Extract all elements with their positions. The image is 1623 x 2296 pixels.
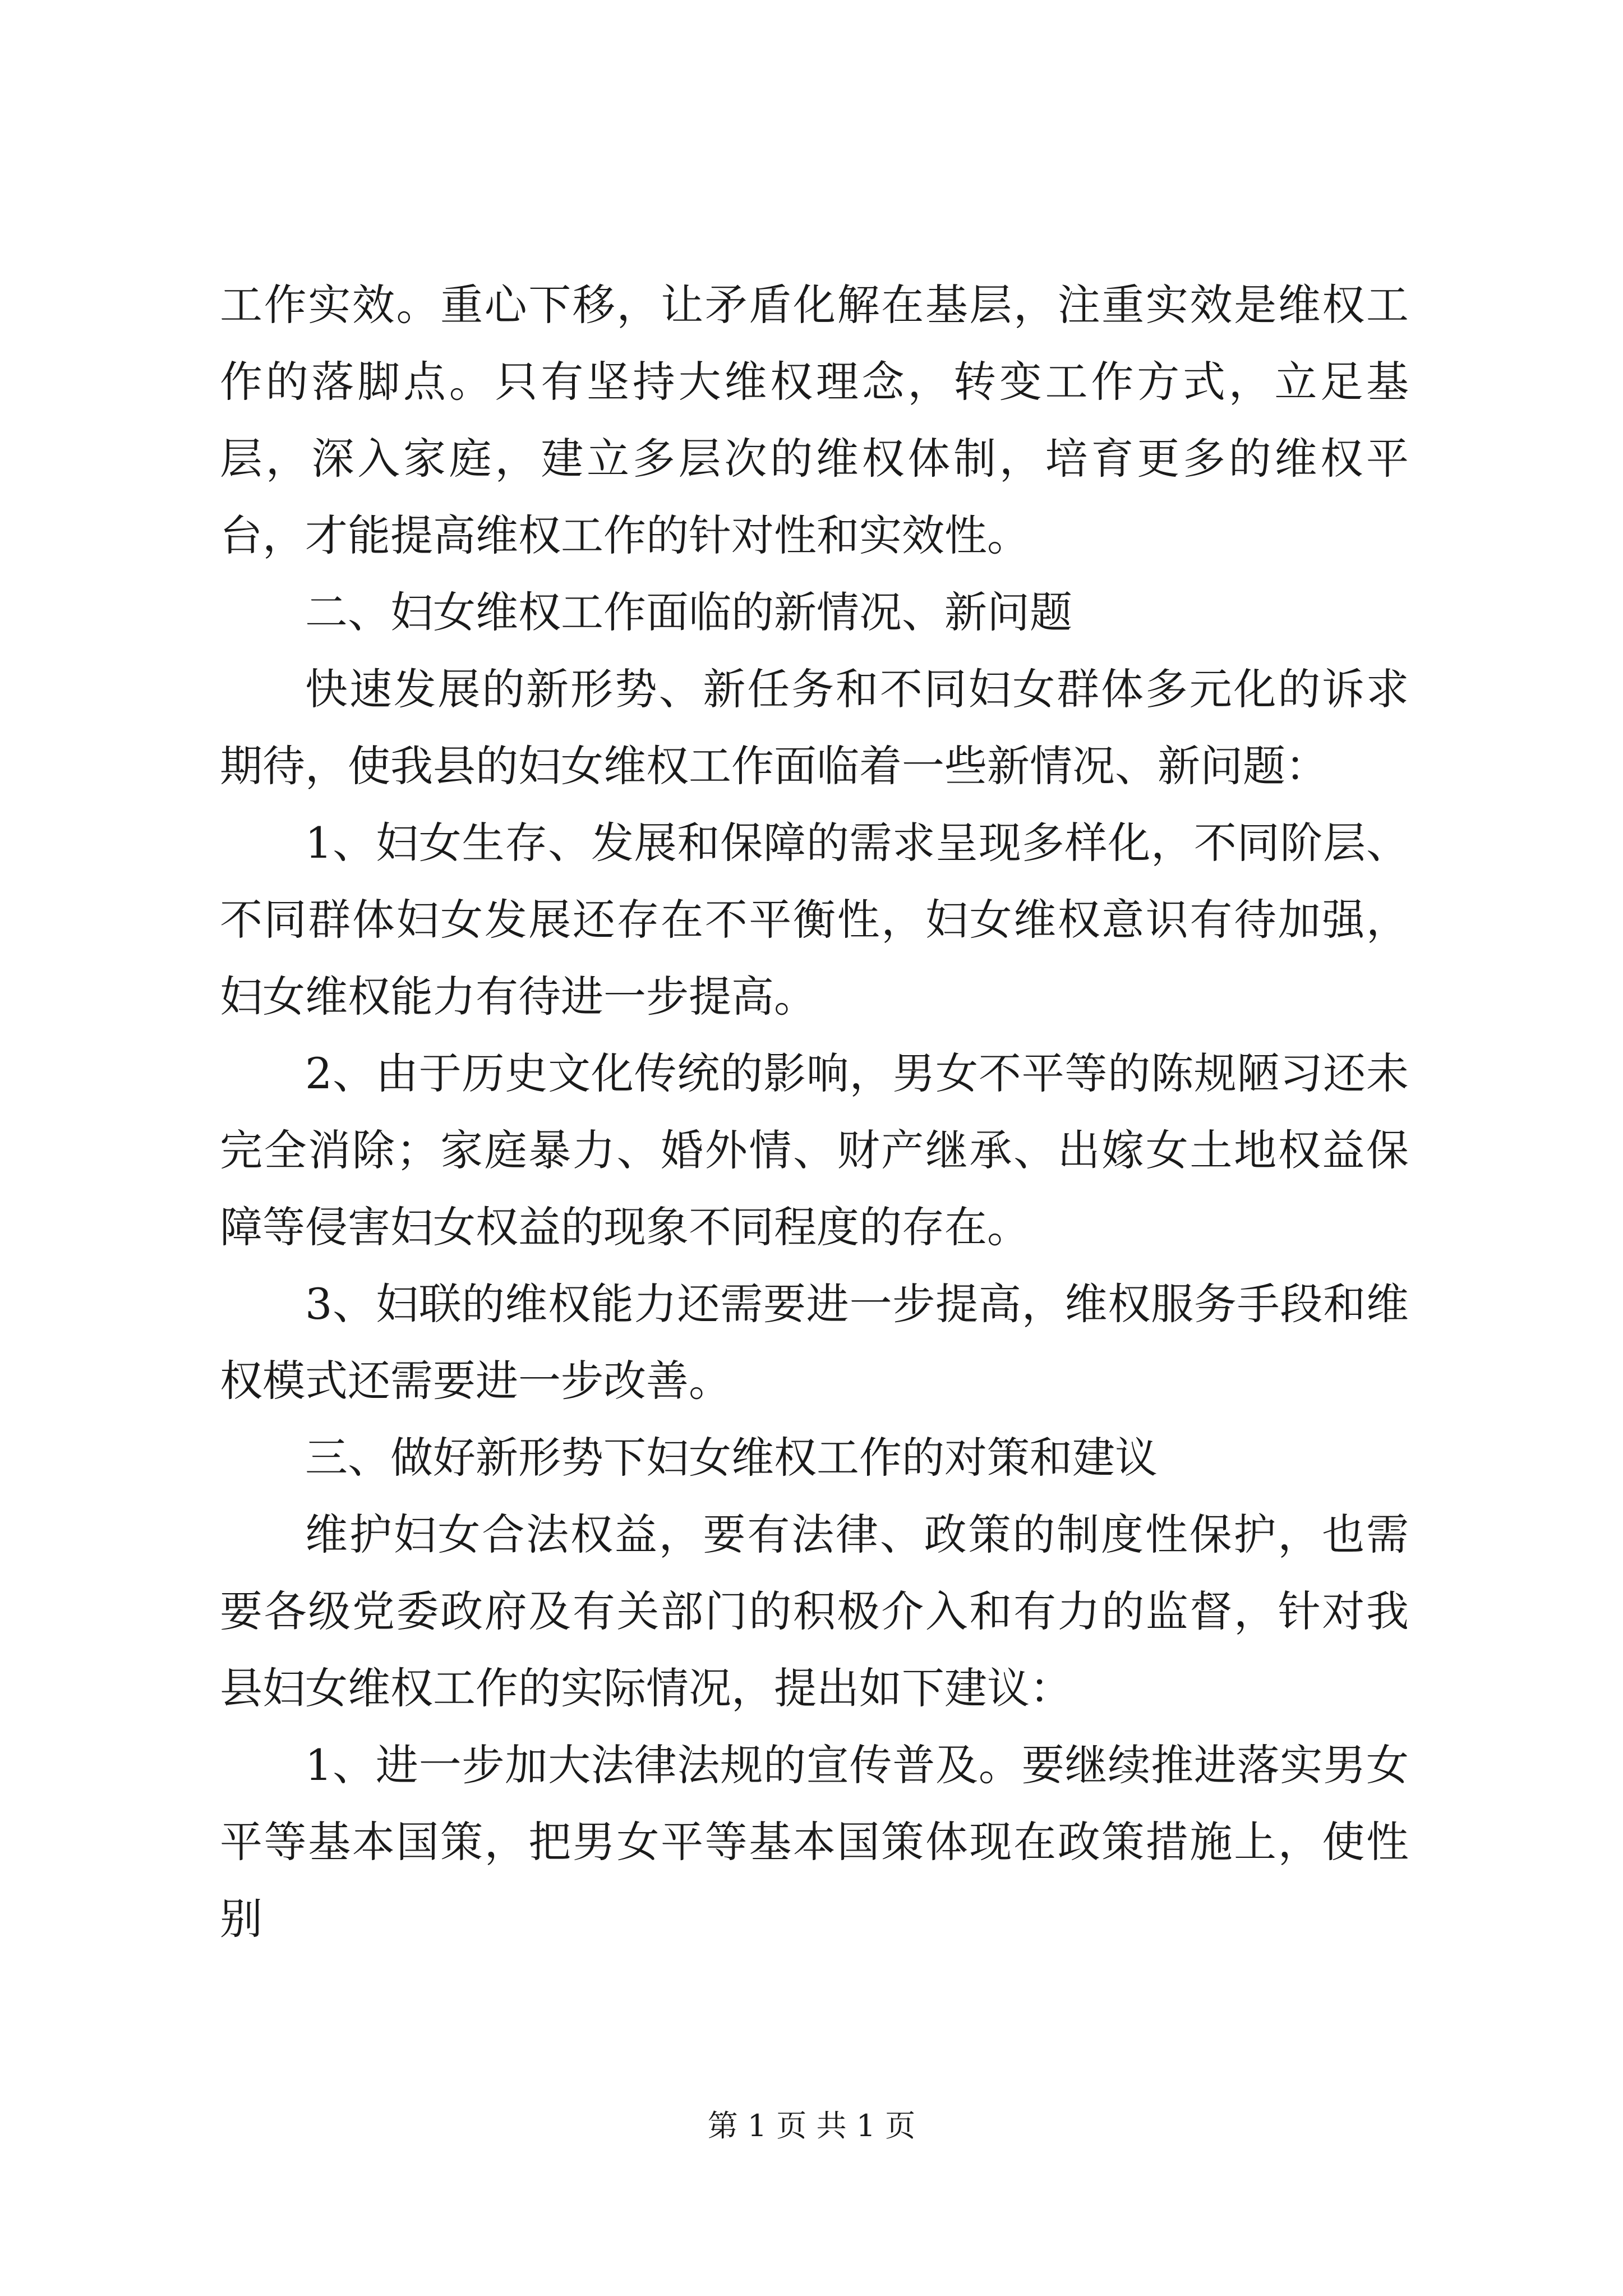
recommendation-1: 1、进一步加大法律法规的宣传普及。要继续推进落实男女平等基本国策，把男女平等基本国策体现在政策措施上，使性别: [220, 1740, 1409, 1944]
paragraph-8: 维护妇女合法权益，要有法律、政策的制度性保护，也需要各级党委政府及有关部门的积极介入和有力的监督，针对我县妇女维权工作的实际情况，提出如下建议：: [220, 1510, 1409, 1713]
document-body: [220, 266, 1409, 1957]
page-footer: 第 1 页 共 1 页: [707, 2108, 916, 2143]
list-item-2: 2、由于历史文化传统的影响，男女不平等的陈规陋习还未完全消除；家庭暴力、婚外情、财产继承、出嫁女土地权益保障等侵害妇女权益的现象不同程度的存在。: [220, 1048, 1409, 1252]
section-heading-2: 二、妇女维权工作面临的新情况、新问题: [305, 587, 1072, 637]
list-item-3: 3、妇联的维权能力还需要进一步提高，维权服务手段和维权模式还需要进一步改善。: [220, 1279, 1409, 1406]
section-heading-3: 三、做好新形势下妇女维权工作的对策和建议: [305, 1433, 1158, 1483]
list-item-1: 1、妇女生存、发展和保障的需求呈现多样化，不同阶层、不同群体妇女发展还存在不平衡性，妇女维权意识有待加强，妇女维权能力有待进一步提高。: [220, 818, 1409, 1022]
paragraph-3: 快速发展的新形势、新任务和不同妇女群体多元化的诉求期待，使我县的妇女维权工作面临着一些新情况、新问题：: [220, 664, 1409, 791]
paragraph-1: 工作实效。重心下移，让矛盾化解在基层，注重实效是维权工作的落脚点。只有坚持大维权理念，转变工作方式，立足基层，深入家庭，建立多层次的维权体制，培育更多的维权平台，才能提高维权工作的针对性和实效性。: [220, 280, 1409, 560]
